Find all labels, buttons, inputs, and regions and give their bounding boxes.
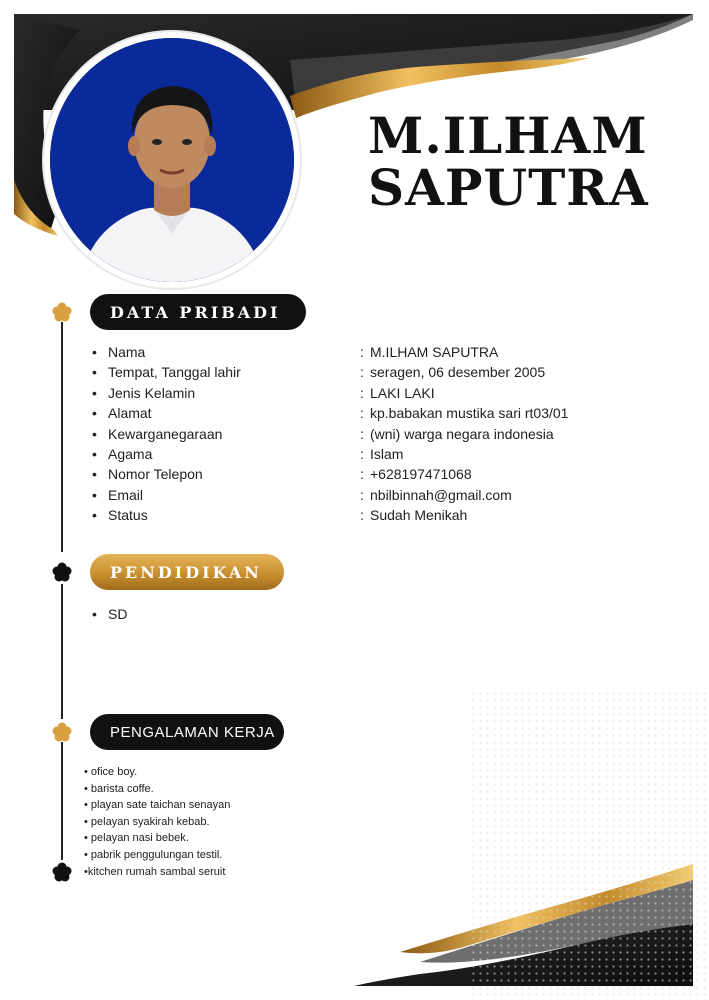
list-item: • Kewarganegaraan : (wni) warga negara indonesia [92,425,554,442]
list-item: • pelayan nasi bebek. [84,832,189,845]
list-item: • Email : nbilbinnah@gmail.com [92,486,512,503]
list-item: • SD [92,606,128,622]
list-item: • barista coffe. [84,782,154,795]
list-item: • Nomor Telepon : +628197471068 [92,466,472,483]
list-item: • Jenis Kelamin : LAKI LAKI [92,384,435,401]
section-header-work [90,714,284,750]
profile-photo [44,32,300,288]
dot-pattern [470,690,709,1000]
person-illustration [50,38,294,282]
list-item: •kitchen rumah sambal seruit [84,865,226,878]
timeline-line-2 [61,584,63,719]
list-item: • Status : Sudah Menikah [92,507,468,524]
profile-photo-image [50,38,294,282]
list-item: • playan sate taichan senayan [84,799,231,812]
list-item: • Alamat : kp.babakan mustika sari rt03/01 [92,405,569,422]
education-list [92,606,127,622]
timeline-line-1 [61,322,63,552]
timeline-flower-icon [52,562,72,582]
section-title-personal: DATA PRIBADI [110,302,281,322]
list-item: • ofice boy. [84,766,138,778]
section-header-personal [90,294,306,330]
timeline-flower-icon [52,302,72,322]
list-item: • Nama : M.ILHAM SAPUTRA [92,344,499,360]
personal-data-list [92,344,568,528]
timeline-flower-icon [52,862,72,882]
name-line-1: M.ILHAM [368,106,648,165]
list-item: • Agama : Islam [92,445,404,462]
full-name [368,106,688,217]
section-title-work: PENGALAMAN KERJA [110,723,275,741]
section-title-education: PENDIDIKAN [110,562,262,582]
list-item: • pelayan syakirah kebab. [84,815,210,828]
timeline-line-3 [61,742,63,860]
list-item: • Tempat, Tanggal lahir : seragen, 06 desember 2005 [92,364,546,381]
work-experience-list [84,764,230,880]
list-item: • pabrik penggulungan testil. [84,848,223,861]
section-header-education [90,554,284,590]
name-line-2: SAPUTRA [368,158,649,217]
timeline-flower-icon [52,722,72,742]
